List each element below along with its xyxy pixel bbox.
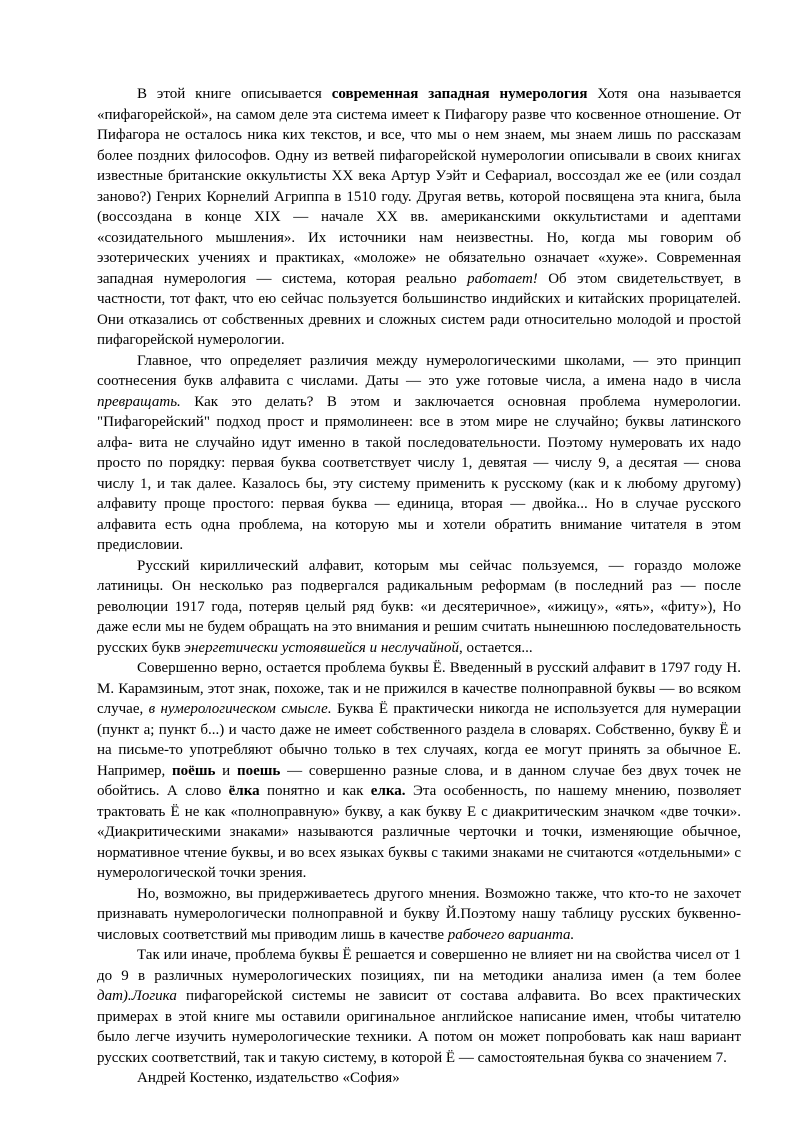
text-run: и <box>215 762 237 779</box>
text-run: Как это делать? В этом и заключается основная проблема нумерологии. "Пифагорейский" подход прост и прямолинеен: все в этом мире не случайно; буквы латинского алфа- вита не случайно идут именно в такой последовательности. Поэтому нумеровать их надо просто по порядку: первая буква соответствует числу 1, девятая — числу 9, а десятая — снова числу 1, и так далее. Казалось бы, эту систему применить к русскому (как и к любому другому) алфавиту проще простого: первая буква — единица, вторая — двойка... Но в случае русского алфавита есть одна проблема, на которую мы и хотели обратить внимание читателя в этом предисловии. <box>97 393 741 553</box>
text-run: , остается... <box>458 639 533 656</box>
italic-text: рабочего варианта. <box>447 926 575 943</box>
bold-text: елка. <box>370 783 406 799</box>
paragraph <box>97 556 741 659</box>
text-run: Хотя она называется «пифагорейской», на самом деле эта система имеет к Пифагору разве что косвенное отношение. От Пифагора не осталось ника ких текстов, и все, что мы о нем знаем, мы знаем лишь по рассказам более поздних философов. Одну из ветвей пифагорейской нумерологии описывали в своих книгах известные британские оккультисты XX века Артур Уэйт и Сефариал, воссоздал же ее (или создал заново?) Генрих Корнелий Агриппа в 1510 году. Другая ветвь, которой посвящена эта книга, была (воссоздана в конце XIX — начале XX вв. американскими оккультистами и адептами «созидательного мышления». Их источники нам неизвестны. Но, когда мы говорим об эзотерических учениях и практиках, «моложе» не обязательно означает «хуже». Современная западная нумерология — система, которая реально <box>97 86 741 287</box>
paragraph <box>97 658 741 884</box>
bold-text: ёлка <box>228 783 260 799</box>
italic-text: превращать. <box>97 393 181 410</box>
italic-text: в нумерологическом смысле. <box>148 701 332 717</box>
paragraph <box>97 884 741 946</box>
bold-text: поёшь <box>172 762 216 779</box>
bold-text: современная западная нумерология <box>331 86 588 102</box>
text-run: Но, возможно, вы придерживаетесь другого мнения. Возможно также, что кто-то не захочет признавать нумерологически полноправной и букву Й.Поэтому нашу таблицу русских буквенно-числовых соответствий мы приводим лишь в качестве <box>97 885 741 943</box>
text-run: Русский кириллический алфавит, которым мы сейчас пользуемся, — гораздо моложе латиницы. Он несколько раз подвергался радикальным реформам (в последний раз — после революции 1917 года, потеряв целый ряд букв: «и десятеричное», «ижицу», «ять», «фиту»), Но даже если мы не будем обращать на это внимания и решим считать нынешнюю последовательность русских букв <box>97 557 741 656</box>
paragraph <box>97 945 741 1068</box>
text-run: Буква Ё практически никогда не используется для нумерации (пункт а; пункт б...) и часто даже не имеет собственного раздела в словарях. Собственно, букву Ё и на письме-то употребляют обычно только в тех случаях, когда ее могут принять за обычное Е. Например, <box>97 701 741 779</box>
signature-line <box>97 1068 741 1089</box>
text-run: пифагорейской системы не зависит от состава алфавита. Во всех практических примерах в этой книге мы оставили оригинальное английское написание имен, чтобы читателю было легче изучить нумерологические техники. А потом он может попробовать как наш вариант русских соответствий, так и такую систему, в которой Ё — самостоятельная буква со значением 7. <box>97 988 741 1066</box>
document-page <box>97 84 741 1089</box>
italic-text: дат).Логика <box>97 988 177 1004</box>
paragraph <box>97 84 741 351</box>
text-run: — совершенно разные слова, и в данном случае без двух точек не обойтись. А слово <box>97 762 742 799</box>
text-run: Андрей Костенко, издательство «София» <box>137 1070 400 1086</box>
text-run: Об этом свидетельствует, в частности, тот факт, что ею сейчас пользуется большинство индийских и китайских прорицателей. Они отказались от собственных древних и сложных систем ради относительно молодой и простой пифагорейской нумерологии. <box>97 270 741 348</box>
text-run: Так или иначе, проблема буквы Ё решается и совершенно не влияет ни на свойства чисел от 1 до 9 в различных нумерологических позициях, пи на методики анализа имен (а тем более <box>97 947 741 984</box>
text-run: Эта особенность, по нашему мнению, позволяет трактовать Ё не как «полноправную» букву, а как букву Е с диакритическим значком «две точки». «Диакритическими знаками» называются различные черточки и точки, изменяющие обычное, нормативное чтение буквы, и во всех языках буквы с такими знаками не считаются «отдельными» с нумерологической точки зрения. <box>97 783 741 881</box>
italic-text: работает! <box>467 270 538 287</box>
text-run: Совершенно верно, остается проблема буквы Ё. Введенный в русский алфавит в 1797 году Н. М. Карамзиным, этот знак, похоже, так и не прижился в качестве полноправной буквы — во всяком случае, <box>97 660 741 717</box>
paragraph <box>97 351 741 556</box>
bold-text: поешь <box>236 762 281 779</box>
text-run: В этой книге описывается <box>137 86 332 102</box>
italic-text: энергетически устоявшейся и неслучайной <box>184 639 459 656</box>
text-run: Главное, что определяет различия между нумерологическими школами, — это принцип соотнесения букв алфавита с числами. Даты — это уже готовые числа, а имена надо в числа <box>97 352 741 389</box>
text-run: понятно и как <box>259 783 371 799</box>
